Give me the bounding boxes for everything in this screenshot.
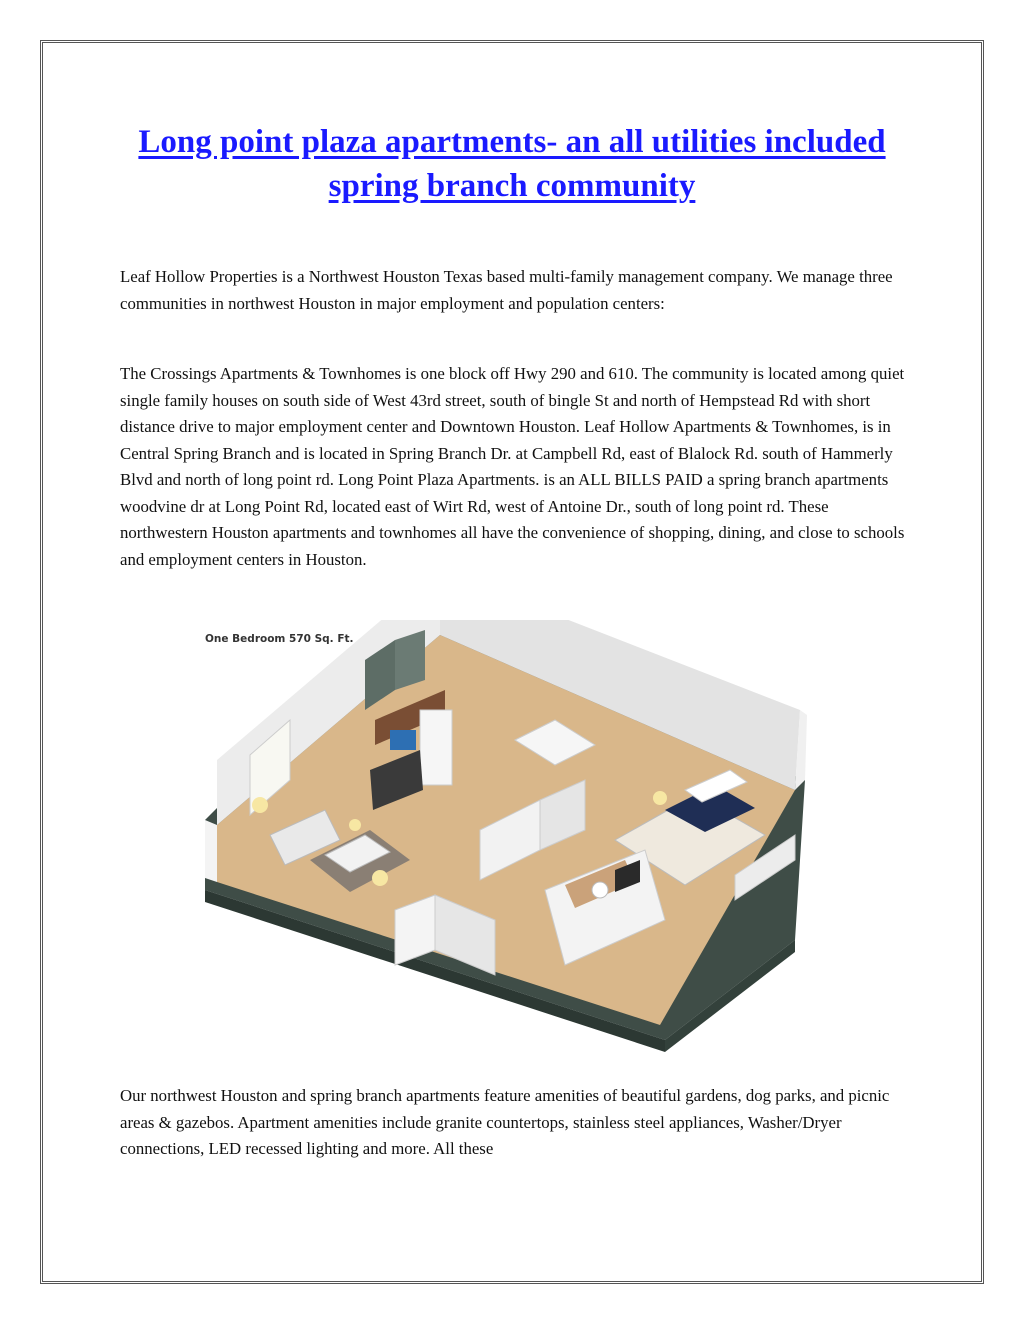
floor-plan-caption: One Bedroom 570 Sq. Ft. [205,633,354,645]
title-link[interactable]: Long point plaza apartments- an all utilities included spring branch community [138,124,886,204]
page-title [100,120,924,208]
communities-paragraph: The Crossings Apartments & Townhomes is one block off Hwy 290 and 610. The community is located among quiet single family houses on south side of West 43rd street, south of bingle St and north of Hempstead Rd with short distance drive to major employment center and Downtown Houston. Leaf Hollow Apartments & Townhomes, is in Central Spring Branch and is located in Spring Branch Dr. at Campbell Rd, east of Blalock Rd. south of Hammerly Blvd and north of long point rd. Long Point Plaza Apartments. is an ALL BILLS PAID a spring branch apartments woodvine dr at Long Point Rd, located east of Wirt Rd, west of Antoine Dr., south of long point rd. These northwestern Houston apartments and townhomes all have the convenience of shopping, dining, and close to schools and employment centers in Houston. [120,364,905,569]
amenities-paragraph: Our northwest Houston and spring branch apartments feature amenities of beautiful gardens, dog parks, and picnic areas & gazebos. Apartment amenities include granite countertops, stainless steel appliances, Washer/Dryer connections, LED recessed lighting and more. All these [120,1086,890,1158]
intro-paragraph: Leaf Hollow Properties is a Northwest Houston Texas based multi-family management company. We manage three communities in northwest Houston in major employment and population centers: [120,267,893,313]
floor-plan-image [195,620,835,1060]
